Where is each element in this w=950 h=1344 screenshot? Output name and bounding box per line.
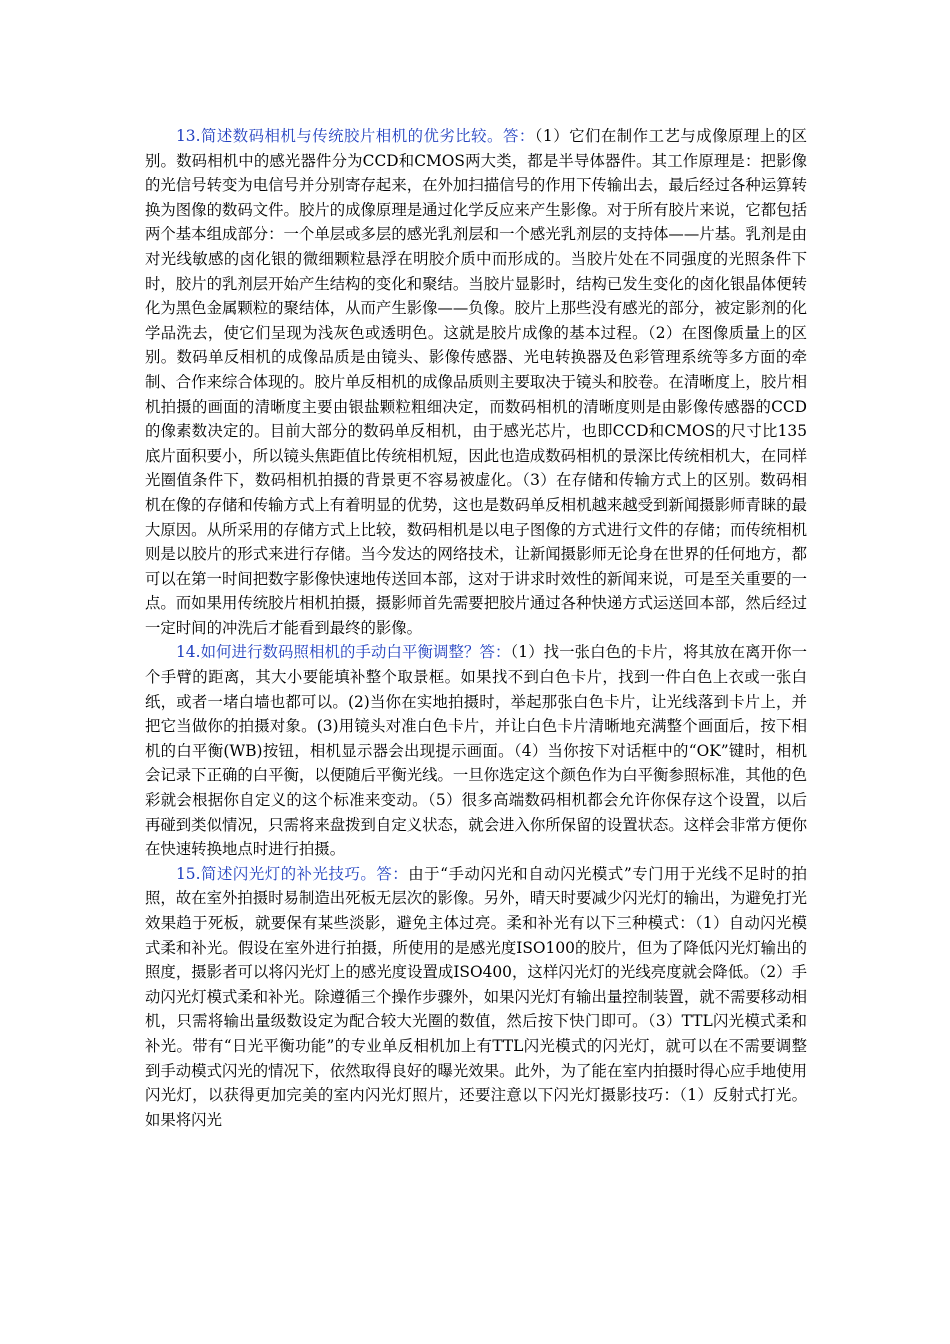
question-15: 15.简述闪光灯的补光技巧。答： (176, 864, 409, 883)
answer-14: （1）找一张白色的卡片，将其放在离开你一个手臂的距离，其大小要能填补整个取景框。如果找不到白色卡片，找到一件白色上衣或一张白纸，或者一堵白墙也都可以。(2)当你在实地拍摄时，举起那张白色卡片，让光线落到卡片上，并把它当做你的拍摄对象。(3)用镜头对准白色卡片，并让白色卡片清晰地充满整个画面后，按下相机的白平衡(WB)按钮，相机显示器会出现提示画面。（4）当你按下对话框中的“OK”键时，相机会记录下正确的白平衡，以便随后平衡光线。一旦你选定这个颜色作为白平衡参照标准，其他的色彩就会根据你自定义的这个标准来变动。（5）很多高端数码相机都会允许你保存这个设置，以后再碰到类似情况，只需将来盘拨到自定义状态，就会进入你所保留的设置状态。这样会非常方便你在快速转换地点时进行拍摄。 (145, 643, 808, 859)
question-14: 14.如何进行数码照相机的手动白平衡调整？答： (176, 643, 511, 662)
qa-paragraph-13 (145, 124, 807, 640)
answer-15: 由于“手动闪光和自动闪光模式”专门用于光线不足时的拍照，故在室外拍摄时易制造出死板无层次的影像。另外，晴天时要减少闪光灯的输出，为避免打光效果趋于死板，就要保有某些淡影，避免主体过亮。柔和补光有以下三种模式：（1）自动闪光模式柔和补光。假设在室外进行拍摄，所使用的是感光度ISO100的胶片，但为了降低闪光灯输出的照度，摄影者可以将闪光灯上的感光度设置成ISO400，这样闪光灯的光线亮度就会降低。（2）手动闪光灯模式柔和补光。除遵循三个操作步骤外，如果闪光灯有输出量控制装置，就不需要移动相机，只需将输出量级数设定为配合较大光圈的数值，然后按下快门即可。（3）TTL闪光模式柔和补光。带有“日光平衡功能”的专业单反相机加上有TTL闪光模式的闪光灯，就可以在不需要调整到手动模式闪光的情况下，依然取得良好的曝光效果。此外，为了能在室内拍摄时得心应手地使用闪光灯，以获得更加完美的室内闪光灯照片，还要注意以下闪光灯摄影技巧：（1）反射式打光。如果将闪光 (145, 864, 807, 1129)
answer-13: （1）它们在制作工艺与成像原理上的区别。数码相机中的感光器件分为CCD和CMOS两大类，都是半导体器件。其工作原理是：把影像的光信号转变为电信号并分别寄存起来，在外加扫描信号的作用下传输出去，最后经过各种运算转换为图像的数码文件。胶片的成像原理是通过化学反应来产生影像。对于所有胶片来说，它都包括两个基本组成部分：一个单层或多层的感光乳剂层和一个感光乳剂层的支持体——片基。乳剂是由对光线敏感的卤化银的微细颗粒悬浮在明胶介质中而形成的。当胶片处在不同强度的光照条件下时，胶片的乳剂层开始产生结构的变化和聚结。当胶片显影时，结构已发生变化的卤化银晶体便转化为黑色金属颗粒的聚结体，从而产生影像——负像。胶片上那些没有感光的部分，被定影剂的化学品洗去，使它们呈现为浅灰色或透明色。这就是胶片成像的基本过程。（2）在图像质量上的区别。数码单反相机的成像品质是由镜头、影像传感器、光电转换器及色彩管理系统等多方面的牵制、合作来综合体现的。胶片单反相机的成像品质则主要取决于镜头和胶卷。在清晰度上，胶片相机拍摄的画面的清晰度主要由银盐颗粒粗细决定，而数码相机的清晰度则是由影像传感器的CCD的像素数决定的。目前大部分的数码单反相机，由于感光芯片，也即CCD和CMOS的尺寸比135底片面积要小，所以镜头焦距值比传统相机短，因此也造成数码相机的景深比传统相机大，在同样光圈值条件下，数码相机拍摄的背景更不容易被虚化。（3）在存储和传输方式上的区别。数码相机在像的存储和传输方式上有着明显的优势，这也是数码单反相机越来越受到新闻摄影师青睐的最大原因。从所采用的存储方式上比较，数码相机是以电子图像的方式进行文件的存储；而传统相机则是以胶片的形式来进行存储。当今发达的网络技术，让新闻摄影师无论身在世界的任何地方，都可以在第一时间把数字影像快速地传送回本部，这对于讲求时效性的新闻来说，可是至关重要的一点。而如果用传统胶片相机拍摄，摄影师首先需要把胶片通过各种快递方式运送回本部，然后经过一定时间的冲洗后才能看到最终的影像。 (145, 127, 808, 637)
qa-paragraph-15 (145, 862, 807, 1133)
question-13: 13.简述数码相机与传统胶片相机的优劣比较。答： (176, 127, 535, 145)
qa-paragraph-14 (145, 640, 807, 861)
document-body (145, 124, 807, 1132)
